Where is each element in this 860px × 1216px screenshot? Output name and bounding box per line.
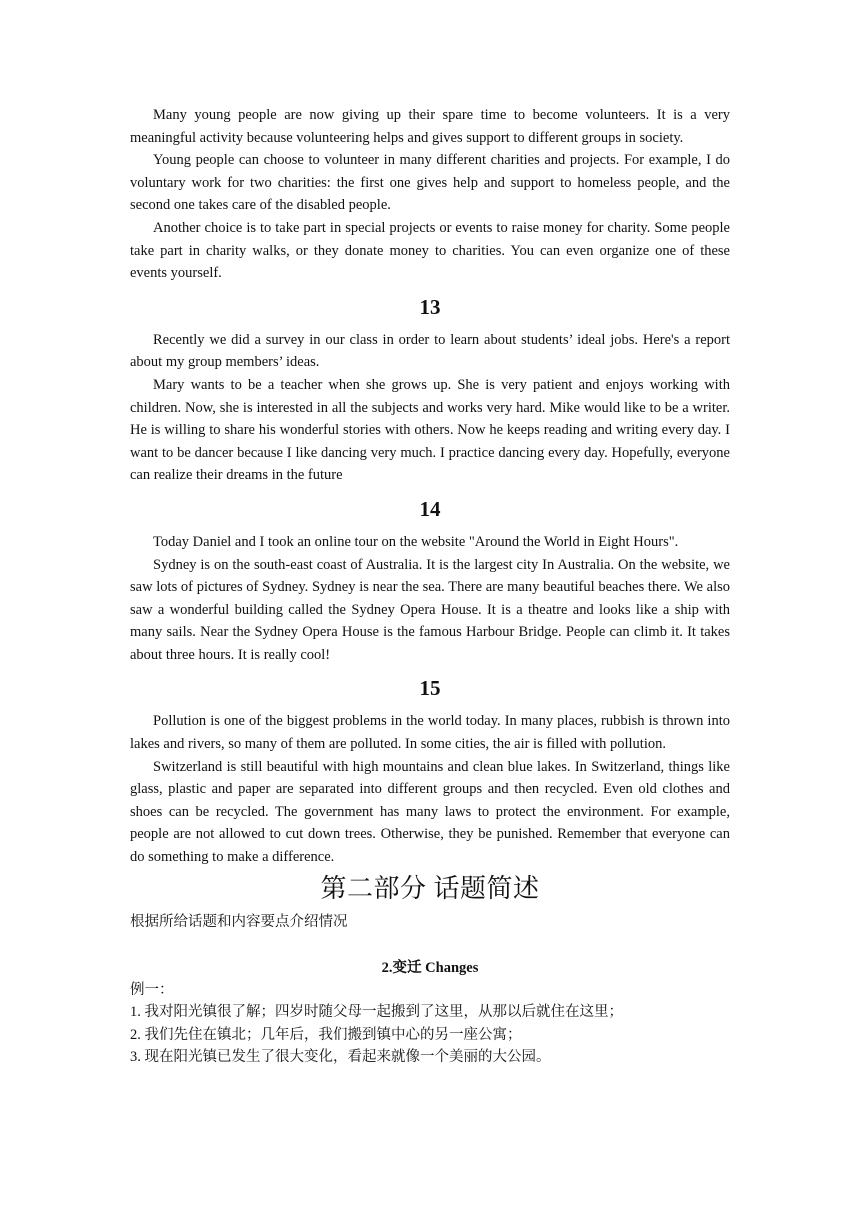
part-two-instruction: 根据所给话题和内容要点介绍情况 bbox=[130, 913, 348, 930]
passage-13 bbox=[130, 329, 730, 487]
paragraph: Mary wants to be a teacher when she grows up. She is very patient and enjoys working with children. Now, she is interested in all the subjects and works very hard. Mike would like to be a writer. He is willing to share his wonderful stories with others. Now he keeps reading and writing every day. I want to be dancer because I like dancing very much. I practice dancing every day. Hopefully, everyone can realize their dreams in the future bbox=[130, 376, 730, 484]
paragraph: Recently we did a survey in our class in order to learn about students’ ideal jobs. Here's a report about my group members’ ideas. bbox=[130, 331, 730, 371]
paragraph: Pollution is one of the biggest problems in the world today. In many places, rubbish is thrown into lakes and rivers, so many of them are polluted. In some cities, the air is filled with pollution. bbox=[130, 713, 730, 753]
paragraph: Sydney is on the south-east coast of Australia. It is the largest city In Australia. On the website, we saw lots of pictures of Sydney. Sydney is near the sea. There are many beautiful beaches there. We also saw a wonderful building called the Sydney Opera House. It is a theatre and looks like a ship with many sails. Near the Sydney Opera House is the famous Harbour Bridge. People can climb it. It takes about three hours. It is really cool! bbox=[130, 556, 730, 663]
section-number-13: 13 bbox=[419, 294, 441, 319]
content-point: 3. 现在阳光镇已发生了很大变化，看起来就像一个美丽的大公园。 bbox=[130, 1049, 551, 1066]
passage-12 bbox=[130, 104, 730, 285]
section-number-14: 14 bbox=[419, 496, 441, 521]
content-point: 1. 我对阳光镇很了解；四岁时随父母一起搬到了这里，从那以后就住在这里； bbox=[130, 1004, 623, 1021]
paragraph: Today Daniel and I took an online tour on the website "Around the World in Eight Hours". bbox=[153, 533, 679, 550]
section-number-15: 15 bbox=[419, 676, 441, 701]
paragraph: Another choice is to take part in special projects or events to raise money for charity. Some people take part in charity walks, or they donate money to charities. You can even organize one of these events yourself. bbox=[130, 219, 730, 282]
topic-heading: 2.变迁 Changes bbox=[381, 959, 479, 976]
content-point: 2. 我们先住在镇北；几年后，我们搬到镇中心的另一座公寓； bbox=[130, 1026, 522, 1043]
passage-15 bbox=[130, 710, 730, 868]
example-label: 例一： bbox=[130, 981, 174, 998]
paragraph: Many young people are now giving up their spare time to become volunteers. It is a very meaningful activity because volunteering helps and gives support to different groups in society. bbox=[130, 107, 730, 146]
paragraph: Switzerland is still beautiful with high mountains and clean blue lakes. In Switzerland, things like glass, plastic and paper are separated into different groups and then recycled. Even old clothes and shoes can be recycled. The government has many laws to protect the environment. For example, people are not allowed to cut down trees. Otherwise, they be punished. Remember that everyone can do something to make a difference. bbox=[130, 758, 730, 866]
passage-14 bbox=[130, 531, 730, 667]
paragraph: Young people can choose to volunteer in many different charities and projects. For example, I do voluntary work for two charities: the first one gives help and support to homeless people, and the second one takes care of the disabled people. bbox=[130, 152, 730, 214]
page-content bbox=[130, 104, 730, 1069]
part-two-title: 第二部分 话题简述 bbox=[320, 873, 540, 903]
